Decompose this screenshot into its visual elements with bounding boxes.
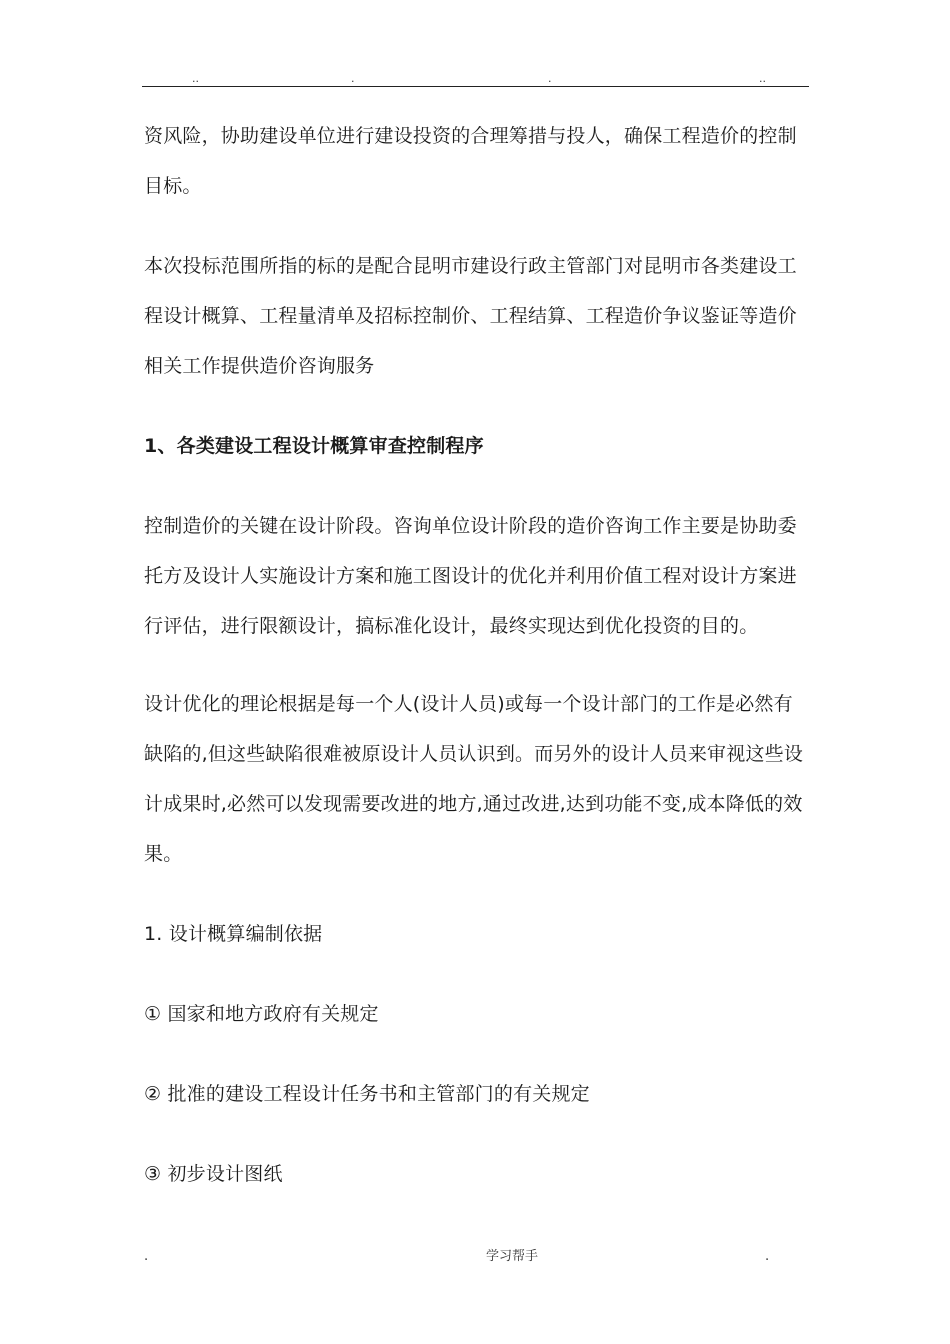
paragraph-line: 程设计概算、工程量清单及招标控制价、工程结算、工程造价争议鉴证等造价 bbox=[144, 305, 797, 327]
footer-mark: . bbox=[144, 1249, 149, 1264]
footer-text: 学习帮手 bbox=[486, 1249, 539, 1264]
paragraph-line: 本次投标范围所指的标的是配合昆明市建设行政主管部门对昆明市各类建设工 bbox=[144, 255, 797, 277]
header-mark: .. bbox=[192, 72, 199, 85]
list-item: ① 国家和地方政府有关规定 bbox=[144, 1003, 379, 1025]
header-mark: . bbox=[548, 72, 552, 85]
paragraph-line: 资风险，协助建设单位进行建设投资的合理筹措与投人，确保工程造价的控制 bbox=[144, 125, 797, 147]
paragraph-line: 计成果时,必然可以发现需要改进的地方,通过改进,达到功能不变,成本降低的效 bbox=[144, 793, 803, 815]
paragraph-line: 设计优化的理论根据是每一个人(设计人员)或每一个设计部门的工作是必然有 bbox=[144, 693, 793, 715]
page-footer bbox=[0, 1248, 950, 1266]
section-heading: 1、各类建设工程设计概算审查控制程序 bbox=[144, 435, 484, 457]
paragraph-line: 果。 bbox=[144, 843, 183, 865]
footer-mark: . bbox=[765, 1249, 770, 1264]
header-mark: . bbox=[351, 72, 355, 85]
list-heading: 1. 设计概算编制依据 bbox=[144, 923, 323, 945]
list-item: ② 批准的建设工程设计任务书和主管部门的有关规定 bbox=[144, 1083, 590, 1105]
paragraph-line: 行评估，进行限额设计，搞标准化设计，最终实现达到优化投资的目的。 bbox=[144, 615, 759, 637]
paragraph-line: 相关工作提供造价咨询服务 bbox=[144, 355, 375, 377]
header-rule bbox=[142, 86, 809, 87]
paragraph-line: 目标。 bbox=[144, 175, 202, 197]
page-header bbox=[0, 72, 950, 86]
header-mark: .. bbox=[759, 72, 766, 85]
paragraph-line: 缺陷的,但这些缺陷很难被原设计人员认识到。而另外的设计人员来审视这些设 bbox=[144, 743, 804, 765]
paragraph-line: 控制造价的关键在设计阶段。咨询单位设计阶段的造价咨询工作主要是协助委 bbox=[144, 515, 797, 537]
list-item: ③ 初步设计图纸 bbox=[144, 1163, 283, 1185]
paragraph-line: 托方及设计人实施设计方案和施工图设计的优化并利用价值工程对设计方案进 bbox=[144, 565, 797, 587]
